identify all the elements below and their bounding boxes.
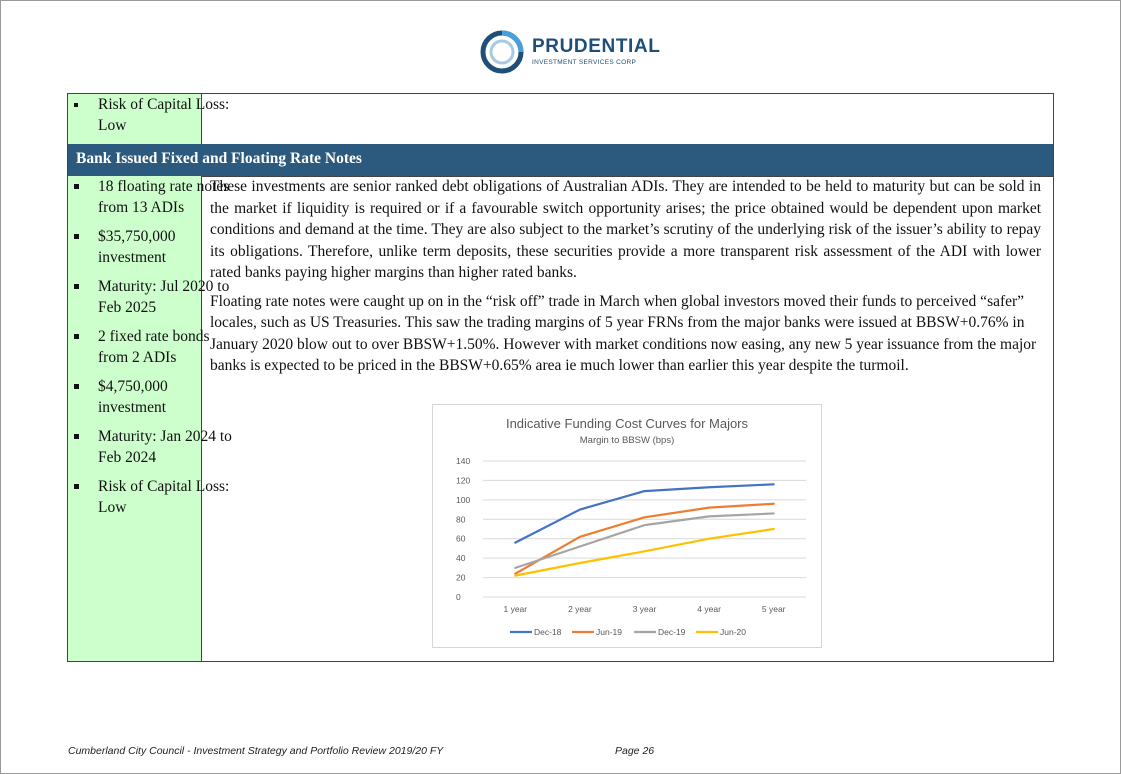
brand-name: PRUDENTIAL bbox=[532, 36, 661, 57]
summary-bullet: 2 fixed rate bonds from 2 ADIs bbox=[68, 326, 233, 368]
y-tick-label: 60 bbox=[456, 533, 466, 544]
x-tick-label: 1 year bbox=[503, 604, 528, 614]
summary-bullet: Risk of Capital Loss: Low bbox=[68, 476, 233, 518]
footer-document-title: Cumberland City Council - Investment Strategy and Portfolio Review 2019/20 FY bbox=[68, 745, 444, 757]
table-row-section bbox=[68, 176, 1053, 661]
x-tick-label: 3 year bbox=[632, 604, 657, 614]
legend-label: Jun-20 bbox=[720, 627, 746, 637]
brand-subtitle: INVESTMENT SERVICES CORP bbox=[532, 59, 637, 66]
chart-svg bbox=[433, 405, 821, 647]
section-title: Bank Issued Fixed and Floating Rate Notes bbox=[76, 150, 362, 167]
summary-bullet: $35,750,000 investment bbox=[68, 226, 233, 268]
chart-gridlines bbox=[483, 461, 806, 597]
summary-bullets bbox=[68, 94, 230, 136]
y-tick-label: 40 bbox=[456, 553, 466, 564]
brand-logo bbox=[480, 30, 660, 74]
section-header-row bbox=[68, 144, 1053, 177]
x-tick-label: 5 year bbox=[761, 604, 786, 614]
summary-bullet: Risk of Capital Loss: Low bbox=[68, 94, 233, 136]
summary-bullet: $4,750,000 investment bbox=[68, 376, 233, 418]
table-row-continuation bbox=[68, 94, 1053, 145]
section-body bbox=[210, 176, 1041, 384]
y-tick-label: 140 bbox=[456, 456, 471, 466]
chart-title: Indicative Funding Cost Curves for Majors bbox=[505, 416, 749, 431]
body-paragraph: Floating rate notes were caught up on in the “risk off” trade in March when global investors moved their funds to perceived “safer” locales, such as US Treasuries. This saw the trading margins of 5 year FRNs from the major banks were issued at BBSW+0.76% in January 2020 blow out to over BBSW+1.50%. However with market conditions now easing, any new 5 year issuance from the major banks is expected to be priced in the BBSW+0.65% area ie much lower than earlier this year despite the turmoil. bbox=[210, 292, 1037, 374]
y-tick-label: 20 bbox=[456, 572, 466, 583]
body-paragraph: These investments are senior ranked debt obligations of Australian ADIs. They are intended to be held to maturity but can be sold in the market if liquidity is required or if a favourable switch opportunity arises; the price obtained would be dependent upon market conditions and demand at the time. They are also subject to the market’s scrutiny of the underlying risk of the issuer’s ability to repay its obligations. Therefore, unlike term deposits, these securities provide a more transparent risk assessment of the ADI with lower rated banks paying higher margins than higher rated banks. bbox=[210, 178, 1041, 281]
funding-cost-chart bbox=[432, 404, 822, 648]
y-tick-label: 0 bbox=[456, 592, 461, 602]
chart-legend bbox=[510, 627, 746, 637]
summary-bullet: Maturity: Jul 2020 to Feb 2025 bbox=[68, 276, 233, 318]
x-tick-label: 2 year bbox=[568, 604, 592, 614]
summary-bullet: Maturity: Jan 2024 to Feb 2024 bbox=[68, 426, 233, 468]
summary-bullets bbox=[68, 176, 232, 518]
footer-page-number: Page 26 bbox=[615, 745, 655, 757]
chart-subtitle: Margin to BBSW (bps) bbox=[579, 435, 675, 446]
legend-label: Jun-19 bbox=[596, 627, 622, 637]
logo-ring-icon bbox=[480, 30, 524, 74]
x-tick-label: 4 year bbox=[697, 604, 721, 614]
investment-table bbox=[67, 93, 1054, 662]
y-tick-label: 100 bbox=[456, 494, 471, 505]
chart-y-axis bbox=[456, 456, 470, 602]
summary-bullet: 18 floating rate notes from 13 ADIs bbox=[68, 176, 233, 218]
chart-x-axis bbox=[503, 604, 785, 614]
y-tick-label: 80 bbox=[456, 514, 466, 525]
legend-label: Dec-19 bbox=[658, 627, 686, 637]
left-summary-cell bbox=[68, 94, 230, 144]
chart-series-lines bbox=[515, 484, 773, 575]
legend-label: Dec-18 bbox=[534, 627, 562, 637]
y-tick-label: 120 bbox=[456, 475, 471, 486]
left-summary-cell bbox=[68, 176, 232, 661]
